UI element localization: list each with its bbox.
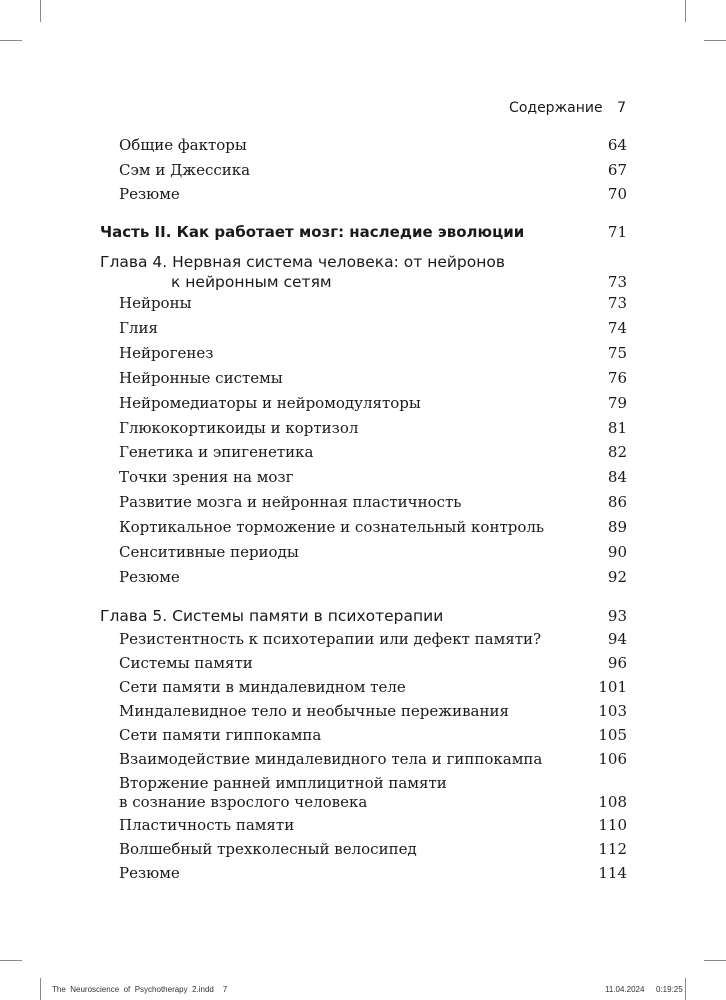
toc-entry-title: Развитие мозга и нейронная пластичность [119, 493, 462, 511]
toc-entry [119, 294, 627, 313]
toc-entry [119, 136, 627, 155]
toc-entry-title: Сенситивные периоды [119, 543, 299, 561]
toc-entry [119, 518, 627, 537]
toc-entry [119, 816, 627, 835]
toc-entry [119, 369, 627, 388]
chapter-title-line1: Глава 4. Нервная система человека: от нейронов [100, 253, 506, 271]
toc-entry-title-line2: в сознание взрослого человека [119, 793, 368, 811]
toc-entry [119, 774, 627, 812]
toc-entry-title: Нейроны [119, 294, 192, 312]
toc-entry [119, 344, 627, 363]
toc-entry-page: 70 [607, 185, 627, 203]
toc-entry-page: 81 [607, 419, 627, 437]
crop-mark [685, 0, 686, 22]
chapter-title: Глава 5. Системы памяти в психотерапии [100, 607, 444, 625]
toc-entry-page: 75 [607, 344, 627, 362]
toc-entry-page: 101 [598, 678, 627, 696]
part-heading [100, 223, 627, 242]
chapter-heading [100, 252, 627, 292]
toc-entry [119, 678, 627, 697]
chapter-title-line2: к нейронным сетям [171, 273, 332, 291]
crop-mark [40, 0, 41, 22]
toc-entry-page: 105 [598, 726, 627, 744]
toc-entry-page: 64 [607, 136, 627, 154]
footer-time: 0:19:25 [656, 985, 683, 994]
toc-entry-title: Резистентность к психотерапии или дефект памяти? [119, 630, 542, 648]
chapter-page: 93 [607, 607, 627, 625]
part-title: Часть II. Как работает мозг: наследие эволюции [100, 223, 525, 241]
part-page: 71 [607, 223, 627, 241]
toc-entry [119, 419, 627, 438]
toc-entry [119, 702, 627, 721]
toc-entry-page: 74 [607, 319, 627, 337]
toc-entry-title: Пластичность памяти [119, 816, 295, 834]
toc-entry-title: Кортикальное торможение и сознательный контроль [119, 518, 545, 536]
toc-entry-title: Глия [119, 319, 158, 337]
toc-entry-page: 89 [607, 518, 627, 536]
toc-entry-page: 82 [607, 443, 627, 461]
toc-entry [119, 568, 627, 587]
toc-entry-title-line1: Вторжение ранней имплицитной памяти [119, 774, 447, 792]
chapter-page: 73 [607, 273, 627, 291]
toc-entry [119, 443, 627, 462]
toc-entry-page: 114 [598, 864, 627, 882]
toc-entry-page: 79 [607, 394, 627, 412]
toc-entry-page: 84 [607, 468, 627, 486]
toc-entry-page: 110 [598, 816, 627, 834]
toc-entry-page: 90 [607, 543, 627, 561]
toc-entry-page: 76 [607, 369, 627, 387]
toc-entry [119, 750, 627, 769]
toc-entry-page: 96 [607, 654, 627, 672]
toc-entry [119, 726, 627, 745]
toc-entry-title: Сэм и Джессика [119, 161, 251, 179]
chapter-heading [100, 606, 627, 626]
toc-entry [119, 468, 627, 487]
toc-entry-page: 103 [598, 702, 627, 720]
toc-entry-page: 73 [607, 294, 627, 312]
running-head-page: 7 [617, 100, 626, 116]
toc-entry-title: Генетика и эпигенетика [119, 443, 314, 461]
footer-file-info: The Neuroscience of Psychotherapy 2.indd 7 [52, 985, 228, 994]
running-head [509, 100, 626, 116]
toc-entry-page: 106 [598, 750, 627, 768]
running-head-title: Содержание [509, 100, 603, 116]
toc-entry-title: Общие факторы [119, 136, 247, 154]
crop-mark [0, 960, 22, 961]
crop-mark [704, 40, 726, 41]
toc-entry-title: Сети памяти гиппокампа [119, 726, 322, 744]
toc-entry-title: Нейронные системы [119, 369, 283, 387]
toc-entry-title: Нейрогенез [119, 344, 214, 362]
crop-mark [0, 40, 22, 41]
toc-entry-page: 92 [607, 568, 627, 586]
toc-entry-title: Взаимодействие миндалевидного тела и гиппокампа [119, 750, 543, 768]
toc-entry-title: Нейромедиаторы и нейромодуляторы [119, 394, 421, 412]
toc-entry-title: Точки зрения на мозг [119, 468, 294, 486]
toc-entry [119, 161, 627, 180]
toc-entry [119, 630, 627, 649]
toc-entry [119, 185, 627, 204]
toc-entry-page: 94 [607, 630, 627, 648]
footer-date: 11.04.2024 [605, 985, 645, 994]
toc-entry [119, 543, 627, 562]
toc-entry-title: Резюме [119, 568, 180, 586]
toc-entry-title: Сети памяти в миндалевидном теле [119, 678, 406, 696]
toc-entry [119, 864, 627, 883]
toc-entry [119, 840, 627, 859]
toc-entry-title: Резюме [119, 864, 180, 882]
toc-entry [119, 319, 627, 338]
toc-entry [119, 394, 627, 413]
crop-mark [685, 978, 686, 1000]
toc-entry-title: Резюме [119, 185, 180, 203]
toc-entry-page: 86 [607, 493, 627, 511]
toc-entry [119, 493, 627, 512]
crop-mark [40, 978, 41, 1000]
toc-entry-page: 67 [607, 161, 627, 179]
toc-entry-title: Глюкокортикоиды и кортизол [119, 419, 359, 437]
toc-entry-title: Миндалевидное тело и необычные переживания [119, 702, 509, 720]
toc-entry-page: 112 [598, 840, 627, 858]
crop-mark [704, 960, 726, 961]
toc-entry [119, 654, 627, 673]
toc-entry-page: 108 [598, 793, 627, 811]
toc-entry-title: Системы памяти [119, 654, 253, 672]
toc-entry-title: Волшебный трехколесный велосипед [119, 840, 417, 858]
